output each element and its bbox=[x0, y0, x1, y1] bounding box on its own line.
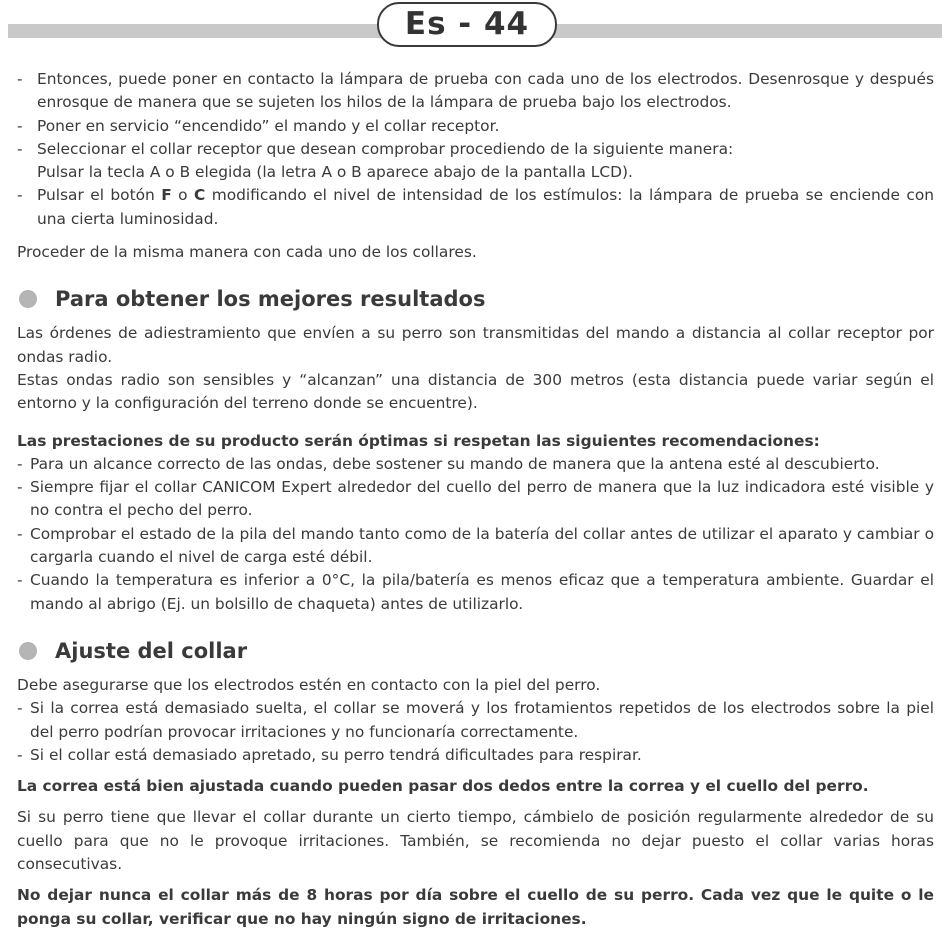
paragraph: Las órdenes de adiestramiento que envíen a su perro son transmitidas del mando a distancia al collar receptor por ondas radio. bbox=[17, 324, 934, 366]
list-item-text: Entonces, puede poner en contacto la lámpara de prueba con cada uno de los electrodos. Desenrosque y después enrosque de manera que se sujeten los hilos de la lámpara de prueba bajo los electrodos. bbox=[37, 70, 934, 112]
intro-closing: Proceder de la misma manera con cada uno de los collares. bbox=[17, 243, 477, 262]
list-item-line: Pulsar la tecla A o B elegida (la letra A o B aparece abajo de la pantalla LCD). bbox=[37, 163, 633, 182]
list-item-text: Cuando la temperatura es inferior a 0°C, la pila/batería es menos eficaz que a temperatura ambiente. Guardar el mando al abrigo (Ej. un bolsillo de chaqueta) antes de utilizarlo. bbox=[30, 571, 934, 613]
list-dash: - bbox=[17, 524, 23, 543]
list-item-text: Siempre fijar el collar CANICOM Expert alrededor del cuello del perro de manera que la luz indicadora esté visible y no contra el pecho del perro. bbox=[30, 478, 934, 520]
page-content bbox=[17, 68, 934, 931]
list-dash: - bbox=[17, 699, 23, 718]
list-item-text bbox=[37, 184, 934, 231]
key-f-label: F bbox=[161, 186, 172, 205]
list-item bbox=[17, 569, 934, 616]
list-item bbox=[17, 523, 934, 570]
list-item-text: Si la correa está demasiado suelta, el collar se moverá y los frotamientos repetidos de los electrodos sobre la piel del perro podrían provocar irritaciones y no funcionaría correctamente. bbox=[30, 699, 934, 741]
section-heading-text: Ajuste del collar bbox=[55, 638, 248, 663]
text-run: o bbox=[171, 186, 194, 205]
list-item-text: Comprobar el estado de la pila del mando tanto como de la batería del collar antes de utilizar el aparato y cambiar o cargarla cuando el nivel de carga esté débil. bbox=[30, 524, 934, 567]
section-heading bbox=[17, 284, 934, 314]
list-item bbox=[17, 744, 934, 767]
list-item bbox=[17, 138, 934, 185]
list-item-text: Si el collar está demasiado apretado, su perro tendrá dificultades para respirar. bbox=[30, 745, 642, 764]
bold-paragraph: La correa está bien ajustada cuando pueden pasar dos dedos entre la correa y el cuello del perro. bbox=[17, 777, 869, 796]
list-item bbox=[17, 697, 934, 744]
list-item bbox=[17, 453, 934, 476]
list-dash: - bbox=[17, 70, 23, 88]
list-dash: - bbox=[17, 571, 23, 590]
bold-paragraph: Las prestaciones de su producto serán óptimas si respetan las siguientes recomendaciones: bbox=[17, 431, 820, 450]
list-item bbox=[17, 476, 934, 523]
list-item-text bbox=[37, 138, 934, 185]
list-item-line: Seleccionar el collar receptor que desean comprobar procediendo de la siguiente manera: bbox=[37, 139, 734, 158]
list-item-text: Poner en servicio “encendido” el mando y el collar receptor. bbox=[37, 116, 500, 135]
bullet-circle-icon bbox=[19, 290, 37, 308]
list-item bbox=[17, 184, 934, 231]
paragraph: Debe asegurarse que los electrodos estén en contacto con la piel del perro. bbox=[17, 675, 601, 694]
bold-paragraph: No dejar nunca el collar más de 8 horas por día sobre el cuello de su perro. Cada vez que le quite o le ponga su collar, verificar que no hay ningún signo de irritaciones. bbox=[17, 886, 934, 928]
list-dash: - bbox=[17, 139, 23, 158]
list-item-text: Para un alcance correcto de las ondas, debe sostener su mando de manera que la antena esté al descubierto. bbox=[30, 454, 880, 473]
list-dash: - bbox=[17, 478, 23, 497]
list-item bbox=[17, 68, 934, 115]
key-c-label: C bbox=[194, 186, 206, 205]
bullet-circle-icon bbox=[19, 642, 37, 660]
list-item bbox=[17, 115, 934, 138]
list-dash: - bbox=[17, 186, 23, 205]
list-dash: - bbox=[17, 116, 23, 135]
page-number-badge: Es - 44 bbox=[377, 2, 557, 47]
text-run: Pulsar el botón bbox=[37, 186, 162, 205]
section-heading bbox=[17, 636, 934, 666]
list-dash: - bbox=[17, 745, 23, 764]
paragraph: Estas ondas radio son sensibles y “alcanzan” una distancia de 300 metros (esta distancia puede variar según el entorno y la configuración del terreno donde se encuentre). bbox=[17, 370, 934, 413]
paragraph: Si su perro tiene que llevar el collar durante un cierto tiempo, cámbielo de posición regularmente alrededor de su cuello para que no le provoque irritaciones. También, se recomienda no dejar puesto el collar varias horas consecutivas. bbox=[17, 808, 934, 874]
text-run: modificando el nivel de intensidad de los estímulos: la lámpara de prueba se enciende con una cierta luminosidad. bbox=[37, 186, 935, 228]
list-dash: - bbox=[17, 454, 23, 473]
section-heading-text: Para obtener los mejores resultados bbox=[55, 287, 486, 312]
